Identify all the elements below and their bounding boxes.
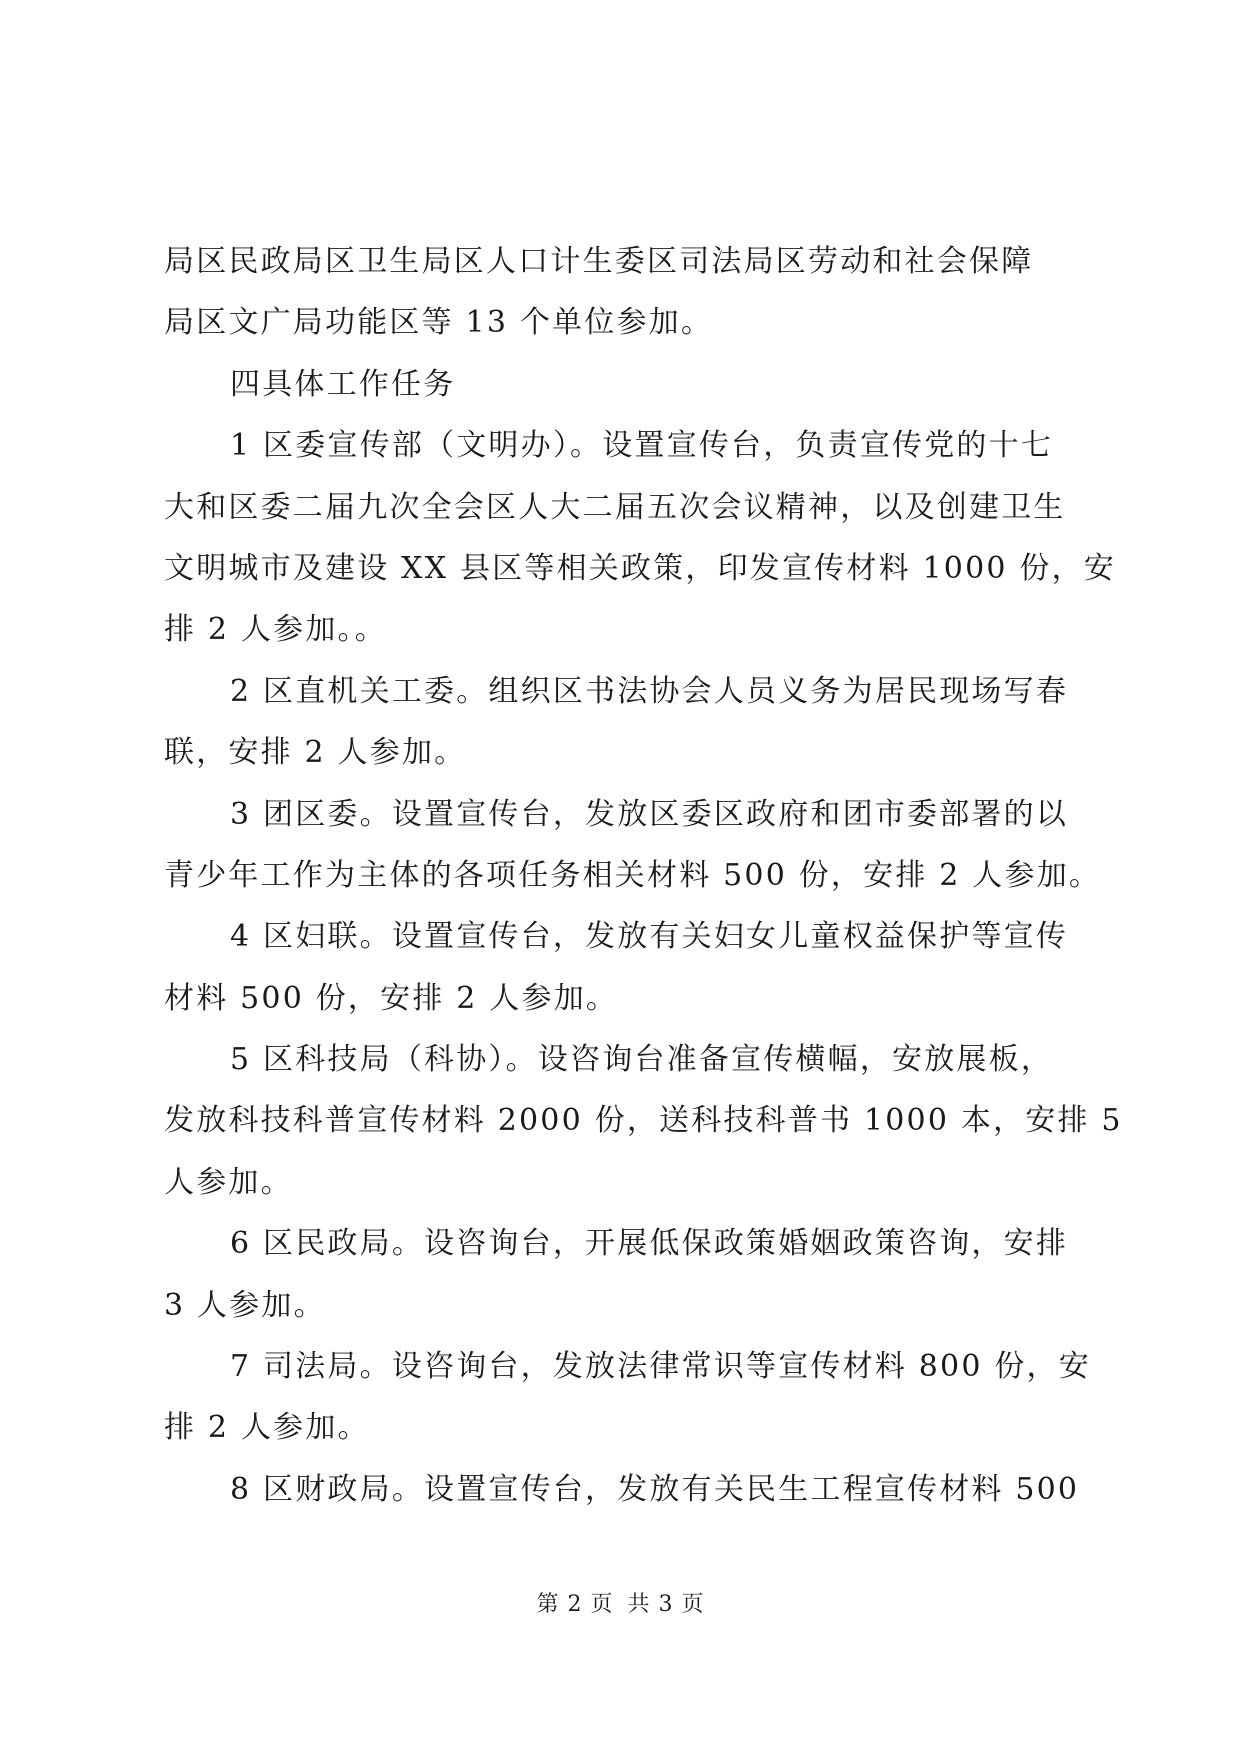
page-footer [0,1590,1241,1620]
text-line: 8 区财政局。设置宣传台，发放有关民生工程宣传材料 500 [230,1471,1080,1507]
text-line: 排 2 人参加。 [164,1410,370,1446]
text-line: 6 区民政局。设咨询台，开展低保政策婚姻政策咨询，安排 [230,1226,1069,1262]
text-line: 大和区委二届九次全会区人大二届五次会议精神，以及创建卫生 [164,489,1066,525]
text-line: 排 2 人参加。。 [164,612,387,648]
text-line: 材料 500 份，安排 2 人参加。 [164,980,619,1016]
text-line: 发放科技科普宣传材料 2000 份，送科技科普书 1000 本，安排 5 [164,1103,1123,1139]
text-line: 4 区妇联。设置宣传台，发放有关妇女儿童权益保护等宣传 [230,919,1069,955]
document-body [164,231,1123,1520]
text-line: 局区民政局区卫生局区人口计生委区司法局区劳动和社会保障 [164,244,1034,279]
text-line: 青少年工作为主体的各项任务相关材料 500 份，安排 2 人参加。 [164,857,1102,893]
text-line: 联，安排 2 人参加。 [164,735,467,771]
text-line: 1 区委宣传部（文明办）。设置宣传台，负责宣传党的十七 [230,428,1054,464]
text-line: 3 团区委。设置宣传台，发放区委区政府和团市委部署的以 [230,796,1069,832]
text-line: 局区文广局功能区等 13 个单位参加。 [164,305,714,341]
page-number: 第 2 页 [536,1592,614,1617]
text-line: 5 区科技局（科协）。设咨询台准备宣传横幅，安放展板， [230,1042,1054,1078]
text-line: 7 司法局。设咨询台，发放法律常识等宣传材料 800 份，安 [230,1349,1091,1385]
text-line: 人参加。 [164,1164,293,1200]
text-line: 文明城市及建设 XX 县区等相关政策，印发宣传材料 1000 份，安 [164,550,1117,586]
page-total: 共 3 页 [627,1592,705,1617]
text-line: 3 人参加。 [164,1287,326,1323]
section-heading: 四具体工作任务 [230,366,456,402]
text-line: 2 区直机关工委。组织区书法协会人员义务为居民现场写春 [230,673,1069,709]
